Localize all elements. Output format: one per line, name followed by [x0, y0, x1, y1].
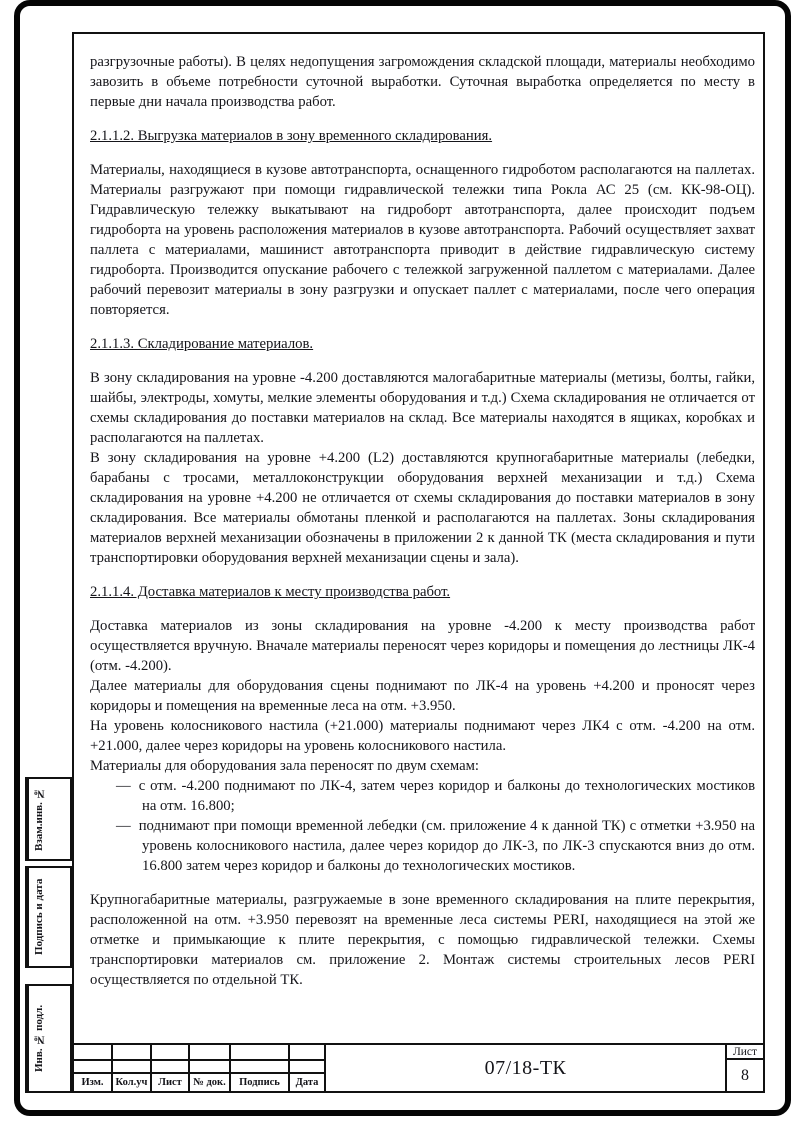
title-block-empty-cell: [113, 1045, 152, 1061]
column-header-data: Дата: [290, 1074, 326, 1091]
section-2114-paragraph-3: На уровень колосникового настила (+21.000) материалы поднимают через ЛК4 с отм. -4.200 на отм. +21.000, далее через коридоры на уровень колосникового настила.: [90, 718, 755, 754]
section-2114-paragraph-4: Материалы для оборудования зала переносят по двум схемам:: [90, 758, 479, 774]
stamp-box-inv-podl: [25, 984, 72, 1093]
list-item: [90, 816, 755, 876]
section-2114-paragraph-2: Далее материалы для оборудования сцены поднимают по ЛК-4 на уровень +4.200 и проносят через коридоры и помещения на временные леса на отм. +3.950.: [90, 678, 755, 714]
title-block-empty-cell: [290, 1045, 326, 1061]
section-heading-2113: 2.1.1.3. Складирование материалов.: [90, 336, 314, 352]
title-block-empty-cell: [231, 1061, 290, 1074]
stamp-label-inv-podl: Инв. № подл.: [27, 986, 49, 1091]
title-block-empty-cell: [74, 1061, 113, 1074]
sheet-number: 8: [741, 1066, 749, 1084]
title-block-empty-cell: [190, 1045, 231, 1061]
title-block-empty-cell: [231, 1045, 290, 1061]
dash-bullet-icon: —: [116, 778, 131, 794]
title-block-empty-cell: [190, 1061, 231, 1074]
stamp-field-podpis-data: [49, 868, 70, 966]
section-2114-paragraph-1: Доставка материалов из зоны складирования на уровне -4.200 к месту производства работ осуществляется вручную. Вначале материалы переносят через коридоры и помещения до лестницы ЛК-4 (отм. -4.200).: [90, 618, 755, 674]
stamp-box-podpis-data: [25, 866, 72, 968]
sheet-number-box: [727, 1045, 763, 1091]
section-heading-2112: 2.1.1.2. Выгрузка материалов в зону временного складирования.: [90, 128, 493, 144]
stamp-box-vzam-inv: [25, 777, 72, 861]
stamp-label-podpis-data: Подпись и дата: [27, 868, 49, 966]
list-item-text: поднимают при помощи временной лебедки (см. приложение 4 к данной ТК) с отметки +3.950 на уровень колосникового настила, далее через коридор до ЛК-3, по ЛК-3 спускаются вниз до отм. 16.800 затем через коридор и балконы до технологических мостиков.: [138, 818, 755, 874]
dash-bullet-icon: —: [116, 818, 131, 834]
column-header-doc-no: № док.: [190, 1074, 231, 1091]
section-2113-paragraph-2: В зону складирования на уровне +4.200 (L2) доставляются крупногабаритные материалы (лебедки, барабаны с тросами, металлоконструкции оборудования верхней механизации и т.д.) Схема складирования на уровне +4.200 не отличается от схемы складирования до поставки материалов в зону складирования. Все материалы обмотаны пленкой и располагаются на паллетах. Зоны складирования материалов верхней механизации обозначены в приложении 2 к данной ТК (места складирования и пути транспортировки оборудования верхней механизации сцены и зала).: [90, 450, 755, 566]
section-2112-paragraph: Материалы, находящиеся в кузове автотранспорта, оснащенного гидроботом располагаются на паллетах. Материалы разгружают при помощи гидравлической тележки типа Рокла АС 25 (см. КК-98-ОЦ). Гидравлическую тележку выкатывают на гидроборт автотранспорта, далее происходит подъем гидроборта на уровень расположения материалов в кузове автотранспорта. Рабочий осуществляет захват паллета с материалами, машинист автотранспорта приводит в действие гидравлическую систему гидроборта. Производится опускание рабочего с тележкой загруженной паллетом с материалами. Далее рабочий перевозит материалы в зону разгрузки и опускает паллет с материалами, после чего операция повторяется.: [90, 162, 755, 318]
document-number: 07/18-ТК: [326, 1045, 727, 1091]
title-block-empty-cell: [152, 1061, 190, 1074]
document-body: [90, 52, 755, 990]
list-item: [90, 776, 755, 816]
intro-paragraph: разгрузочные работы). В целях недопущения загромождения складской площади, материалы необходимо завозить в объеме потребности суточной выработки. Суточная выработка определяется по месту в первые дни начала производства работ.: [90, 54, 755, 110]
column-header-podpis: Подпись: [231, 1074, 290, 1091]
title-block: [72, 1043, 765, 1093]
column-header-list: Лист: [152, 1074, 190, 1091]
stamp-label-vzam-inv: Взам.инв. №: [27, 779, 49, 859]
column-header-koluch: Кол.уч: [113, 1074, 152, 1091]
title-block-empty-cell: [74, 1045, 113, 1061]
sheet-label: Лист: [727, 1045, 763, 1060]
title-block-grid: [74, 1045, 326, 1091]
stamp-field-vzam-inv: [49, 779, 70, 859]
closing-paragraph: Крупногабаритные материалы, разгружаемые в зоне временного складирования на плите перекрытия, расположенной на отм. +3.950 перевозят на временные леса системы PERI, находящиеся на этой же отметке и примыкающие к плите перекрытия, с помощью гидравлической тележки. Схемы транспортировки материалов см. приложение 2. Монтаж системы строительных лесов PERI осуществляется по отдельной ТК.: [90, 892, 755, 988]
section-2113-paragraph-1: В зону складирования на уровне -4.200 доставляются малогабаритные материалы (метизы, болты, гайки, шайбы, электроды, хомуты, мелкие элементы оборудования и т.д.) Схема складирования не отличается от схемы складирования до поставки материалов на склад. Все материалы находятся в ящиках, коробках и располагаются на паллетах.: [90, 370, 755, 446]
section-heading-2114: 2.1.1.4. Доставка материалов к месту производства работ.: [90, 584, 451, 600]
title-block-empty-cell: [290, 1061, 326, 1074]
stamp-field-inv-podl: [49, 986, 70, 1091]
column-header-izm: Изм.: [74, 1074, 113, 1091]
title-block-empty-cell: [113, 1061, 152, 1074]
title-block-empty-cell: [152, 1045, 190, 1061]
list-item-text: с отм. -4.200 поднимают по ЛК-4, затем через коридор и балконы до технологических мостиков на отм. 16.800;: [138, 778, 755, 814]
